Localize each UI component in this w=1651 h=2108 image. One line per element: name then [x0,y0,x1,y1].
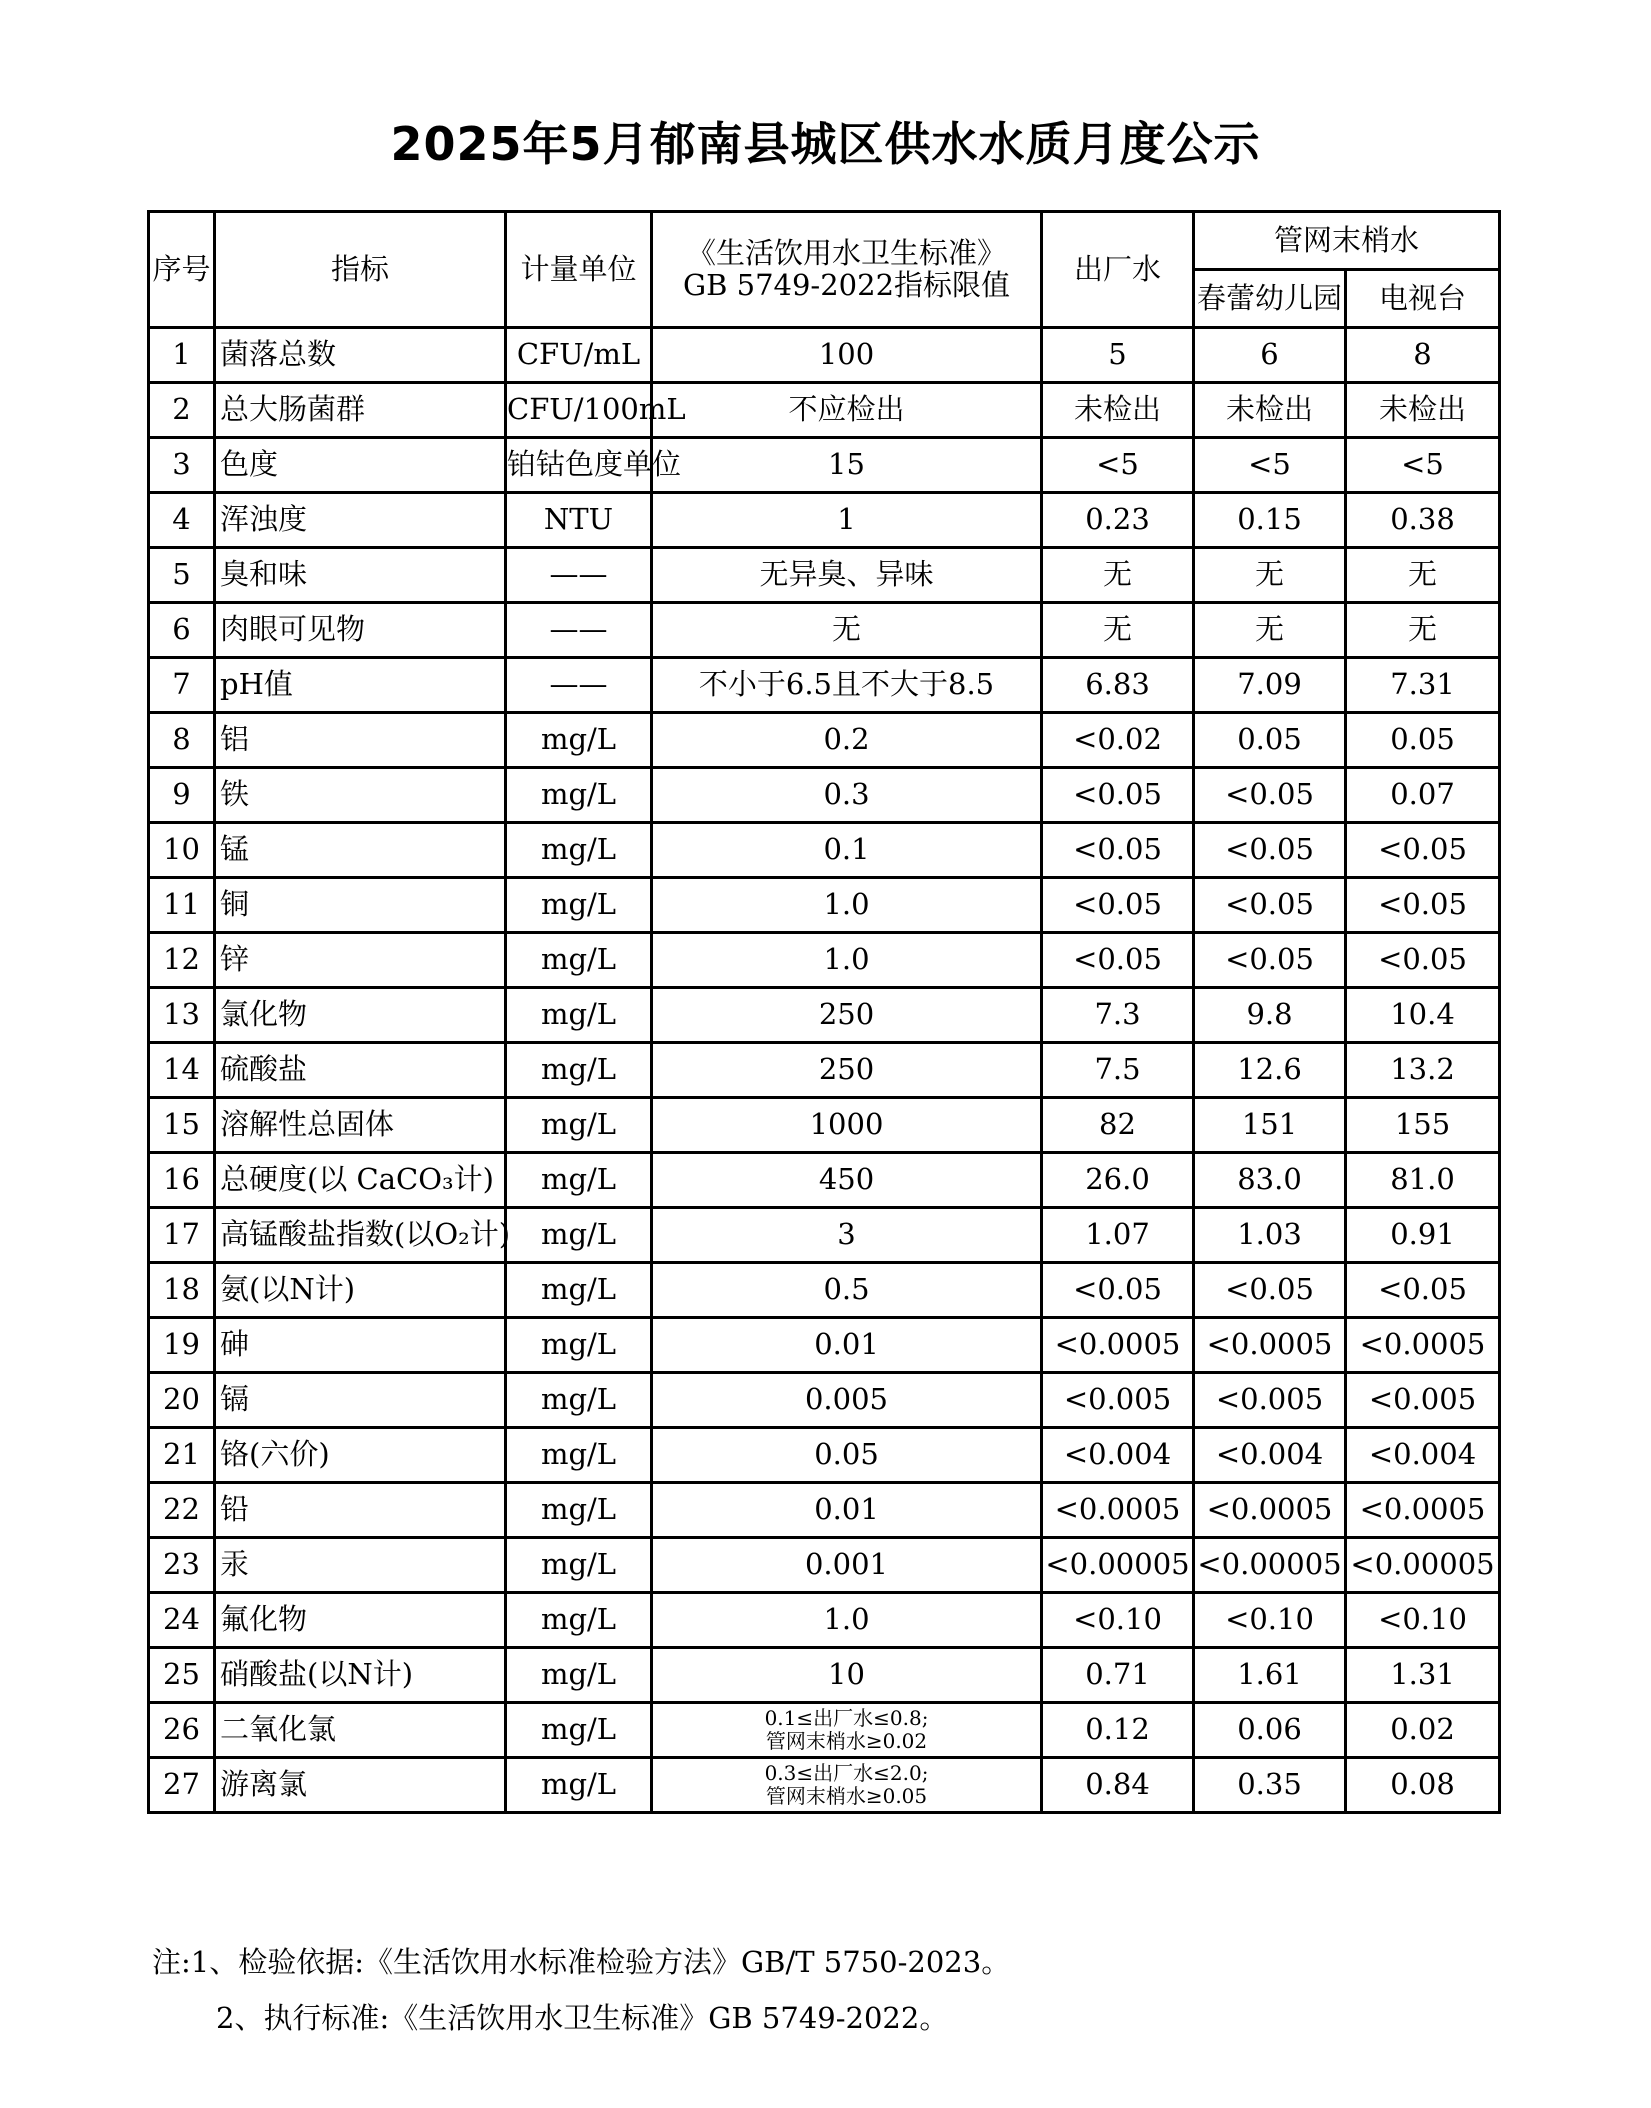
row-seq: 12 [149,933,215,988]
row-factory: 6.83 [1042,658,1194,713]
row-site1: 0.15 [1194,493,1346,548]
row-unit: —— [506,603,652,658]
row-limit: 3 [652,1208,1042,1263]
row-factory: <0.005 [1042,1373,1194,1428]
row-site2: 8 [1346,328,1500,383]
row-site1: <0.0005 [1194,1318,1346,1373]
table-row [149,1373,1500,1428]
row-limit: 1000 [652,1098,1042,1153]
row-seq: 25 [149,1648,215,1703]
row-seq: 24 [149,1593,215,1648]
table-row [149,1703,1500,1758]
row-site2: <0.005 [1346,1373,1500,1428]
row-site2: <0.05 [1346,1263,1500,1318]
row-factory: 0.84 [1042,1758,1194,1813]
row-site2: 10.4 [1346,988,1500,1043]
row-indicator: 铜 [215,878,506,933]
row-factory: <0.05 [1042,933,1194,988]
table-row [149,1263,1500,1318]
table-row [149,1648,1500,1703]
row-factory: 82 [1042,1098,1194,1153]
row-unit: mg/L [506,1153,652,1208]
row-seq: 17 [149,1208,215,1263]
row-site2: 7.31 [1346,658,1500,713]
row-seq: 7 [149,658,215,713]
row-indicator: 二氧化氯 [215,1703,506,1758]
row-site1: <0.05 [1194,1263,1346,1318]
table-row [149,713,1500,768]
row-indicator: 镉 [215,1373,506,1428]
row-limit-line2: 管网末梢水≥0.05 [765,1784,928,1808]
table-row [149,493,1500,548]
row-limit: 0.01 [652,1318,1042,1373]
row-site1: <0.05 [1194,933,1346,988]
table-row [149,1428,1500,1483]
table-row [149,1318,1500,1373]
row-unit: NTU [506,493,652,548]
row-limit: 1.0 [652,1593,1042,1648]
row-site1: 12.6 [1194,1043,1346,1098]
header-unit: 计量单位 [506,212,652,328]
row-indicator: 游离氯 [215,1758,506,1813]
row-unit: mg/L [506,1538,652,1593]
row-factory: 5 [1042,328,1194,383]
row-indicator: 锰 [215,823,506,878]
row-factory: 0.71 [1042,1648,1194,1703]
row-limit: 250 [652,988,1042,1043]
row-site2: <0.004 [1346,1428,1500,1483]
row-seq: 9 [149,768,215,823]
row-unit: mg/L [506,1483,652,1538]
row-unit: CFU/100mL [506,383,652,438]
row-factory: <0.05 [1042,1263,1194,1318]
row-site2: <0.05 [1346,823,1500,878]
row-indicator: 砷 [215,1318,506,1373]
row-site2: 0.02 [1346,1703,1500,1758]
row-factory: 7.3 [1042,988,1194,1043]
row-indicator: 氯化物 [215,988,506,1043]
row-seq: 14 [149,1043,215,1098]
row-site2: 0.07 [1346,768,1500,823]
row-limit: 0.01 [652,1483,1042,1538]
row-site1: <0.00005 [1194,1538,1346,1593]
row-limit [652,1703,1042,1758]
row-unit: mg/L [506,1208,652,1263]
table-row [149,1208,1500,1263]
notes [152,1940,1010,2052]
row-seq: 10 [149,823,215,878]
note-1: 注:1、检验依据:《生活饮用水标准检验方法》GB/T 5750-2023。 [152,1945,1011,1979]
row-seq: 15 [149,1098,215,1153]
table-row [149,1153,1500,1208]
row-limit: 0.05 [652,1428,1042,1483]
table-row [149,768,1500,823]
row-site2: 未检出 [1346,383,1500,438]
row-unit: —— [506,548,652,603]
table-row [149,1043,1500,1098]
row-site1: 0.35 [1194,1758,1346,1813]
row-site2: <0.05 [1346,878,1500,933]
table-row [149,438,1500,493]
row-indicator: 锌 [215,933,506,988]
header-row [149,212,1500,270]
water-quality-table [147,210,1501,1814]
row-limit-line2: 管网末梢水≥0.02 [765,1729,928,1753]
row-site2: 0.38 [1346,493,1500,548]
note-2: 2、执行标准:《生活饮用水卫生标准》GB 5749-2022。 [216,2001,949,2035]
row-indicator: 铝 [215,713,506,768]
row-limit: 0.001 [652,1538,1042,1593]
row-limit: 100 [652,328,1042,383]
row-site1: 1.03 [1194,1208,1346,1263]
row-site2: <0.10 [1346,1593,1500,1648]
header-limit-line2: GB 5749-2022指标限值 [682,267,1011,302]
row-site1: <0.05 [1194,768,1346,823]
row-limit-line1: 0.1≤出厂水≤0.8; [764,1706,929,1730]
row-factory: 无 [1042,548,1194,603]
row-site1: 未检出 [1194,383,1346,438]
row-site1: 无 [1194,548,1346,603]
row-unit: mg/L [506,988,652,1043]
table-row [149,658,1500,713]
row-limit: 1.0 [652,878,1042,933]
row-indicator: 色度 [215,438,506,493]
table-row [149,548,1500,603]
row-limit: 0.5 [652,1263,1042,1318]
header-seq: 序号 [149,212,215,328]
row-site1: 0.06 [1194,1703,1346,1758]
table-row [149,603,1500,658]
row-factory: 无 [1042,603,1194,658]
header-site2: 电视台 [1346,270,1500,328]
row-limit: 不小于6.5且不大于8.5 [652,658,1042,713]
row-site2: <0.0005 [1346,1483,1500,1538]
table-row [149,1098,1500,1153]
row-site2: <0.0005 [1346,1318,1500,1373]
header-site1: 春蕾幼儿园 [1194,270,1346,328]
row-unit: mg/L [506,1593,652,1648]
row-indicator: 总大肠菌群 [215,383,506,438]
row-factory: 未检出 [1042,383,1194,438]
row-indicator: 汞 [215,1538,506,1593]
row-site1: <0.05 [1194,823,1346,878]
row-site1: 0.05 [1194,713,1346,768]
row-site2: 0.05 [1346,713,1500,768]
row-site2: 13.2 [1346,1043,1500,1098]
row-unit: mg/L [506,1703,652,1758]
header-limit-line1: 《生活饮用水卫生标准》 [686,235,1006,270]
row-site2: 无 [1346,548,1500,603]
row-factory: 7.5 [1042,1043,1194,1098]
row-factory: <0.05 [1042,878,1194,933]
row-seq: 3 [149,438,215,493]
row-site1: <0.05 [1194,878,1346,933]
row-factory: <0.0005 [1042,1483,1194,1538]
row-indicator: 肉眼可见物 [215,603,506,658]
row-factory: 1.07 [1042,1208,1194,1263]
row-factory: 26.0 [1042,1153,1194,1208]
row-seq: 16 [149,1153,215,1208]
row-limit: 450 [652,1153,1042,1208]
row-factory: <0.05 [1042,823,1194,878]
row-indicator: 铁 [215,768,506,823]
header-limit [652,212,1042,328]
row-limit: 0.1 [652,823,1042,878]
row-seq: 8 [149,713,215,768]
row-site1: 7.09 [1194,658,1346,713]
header-indicator: 指标 [215,212,506,328]
row-seq: 18 [149,1263,215,1318]
row-indicator: pH值 [215,658,506,713]
row-unit: mg/L [506,1428,652,1483]
row-site1: 83.0 [1194,1153,1346,1208]
row-seq: 11 [149,878,215,933]
row-seq: 22 [149,1483,215,1538]
row-site1: 无 [1194,603,1346,658]
row-seq: 2 [149,383,215,438]
table-row [149,823,1500,878]
row-unit: mg/L [506,933,652,988]
row-indicator: 浑浊度 [215,493,506,548]
table-row [149,878,1500,933]
table-row [149,933,1500,988]
row-indicator: 氨(以N计) [215,1263,506,1318]
row-seq: 13 [149,988,215,1043]
row-factory: 0.12 [1042,1703,1194,1758]
row-factory: <5 [1042,438,1194,493]
row-site1: <0.004 [1194,1428,1346,1483]
row-seq: 27 [149,1758,215,1813]
row-unit: mg/L [506,1263,652,1318]
row-unit: CFU/mL [506,328,652,383]
table-row [149,328,1500,383]
table-row [149,1758,1500,1813]
row-unit: mg/L [506,713,652,768]
row-site2: 155 [1346,1098,1500,1153]
row-seq: 6 [149,603,215,658]
row-limit: 不应检出 [652,383,1042,438]
row-seq: 4 [149,493,215,548]
row-indicator: 臭和味 [215,548,506,603]
row-indicator: 铅 [215,1483,506,1538]
row-limit [652,1758,1042,1813]
row-unit: 铂钴色度单位 [506,438,652,493]
row-limit: 1 [652,493,1042,548]
row-indicator: 铬(六价) [215,1428,506,1483]
row-factory: <0.10 [1042,1593,1194,1648]
row-factory: <0.02 [1042,713,1194,768]
row-unit: mg/L [506,1098,652,1153]
row-site2: 无 [1346,603,1500,658]
row-unit: —— [506,658,652,713]
row-factory: <0.05 [1042,768,1194,823]
table-row [149,1593,1500,1648]
row-unit: mg/L [506,1758,652,1813]
row-unit: mg/L [506,1318,652,1373]
header-factory: 出厂水 [1042,212,1194,328]
row-unit: mg/L [506,823,652,878]
row-site2: 0.08 [1346,1758,1500,1813]
row-limit: 无 [652,603,1042,658]
header-network: 管网末梢水 [1194,212,1500,270]
row-indicator: 溶解性总固体 [215,1098,506,1153]
table-row [149,1538,1500,1593]
table-row [149,383,1500,438]
row-indicator: 总硬度(以 CaCO₃计) [215,1153,506,1208]
row-unit: mg/L [506,1373,652,1428]
table-row [149,1483,1500,1538]
row-site1: 1.61 [1194,1648,1346,1703]
row-factory: <0.004 [1042,1428,1194,1483]
row-site1: <0.005 [1194,1373,1346,1428]
row-site2: <5 [1346,438,1500,493]
row-unit: mg/L [506,878,652,933]
row-site1: 151 [1194,1098,1346,1153]
row-seq: 5 [149,548,215,603]
row-site1: 9.8 [1194,988,1346,1043]
row-limit: 0.2 [652,713,1042,768]
row-unit: mg/L [506,768,652,823]
row-factory: <0.0005 [1042,1318,1194,1373]
row-unit: mg/L [506,1648,652,1703]
row-unit: mg/L [506,1043,652,1098]
row-indicator: 菌落总数 [215,328,506,383]
table-row [149,988,1500,1043]
row-site1: <5 [1194,438,1346,493]
row-factory: <0.00005 [1042,1538,1194,1593]
row-limit: 0.3 [652,768,1042,823]
row-seq: 1 [149,328,215,383]
row-limit: 15 [652,438,1042,493]
row-site2: 81.0 [1346,1153,1500,1208]
row-indicator: 高锰酸盐指数(以O₂计) [215,1208,506,1263]
page-title: 2025年5月郁南县城区供水水质月度公示 [390,117,1261,171]
row-site1: 6 [1194,328,1346,383]
row-seq: 26 [149,1703,215,1758]
row-seq: 21 [149,1428,215,1483]
row-limit-line1: 0.3≤出厂水≤2.0; [764,1761,929,1785]
row-limit: 1.0 [652,933,1042,988]
row-site2: 0.91 [1346,1208,1500,1263]
row-factory: 0.23 [1042,493,1194,548]
row-site2: <0.00005 [1346,1538,1500,1593]
row-seq: 23 [149,1538,215,1593]
row-seq: 19 [149,1318,215,1373]
row-site2: 1.31 [1346,1648,1500,1703]
row-site1: <0.10 [1194,1593,1346,1648]
row-limit: 0.005 [652,1373,1042,1428]
row-limit: 10 [652,1648,1042,1703]
row-limit: 250 [652,1043,1042,1098]
row-seq: 20 [149,1373,215,1428]
row-limit: 无异臭、异味 [652,548,1042,603]
row-indicator: 硝酸盐(以N计) [215,1648,506,1703]
row-indicator: 氟化物 [215,1593,506,1648]
row-site2: <0.05 [1346,933,1500,988]
row-site1: <0.0005 [1194,1483,1346,1538]
row-indicator: 硫酸盐 [215,1043,506,1098]
